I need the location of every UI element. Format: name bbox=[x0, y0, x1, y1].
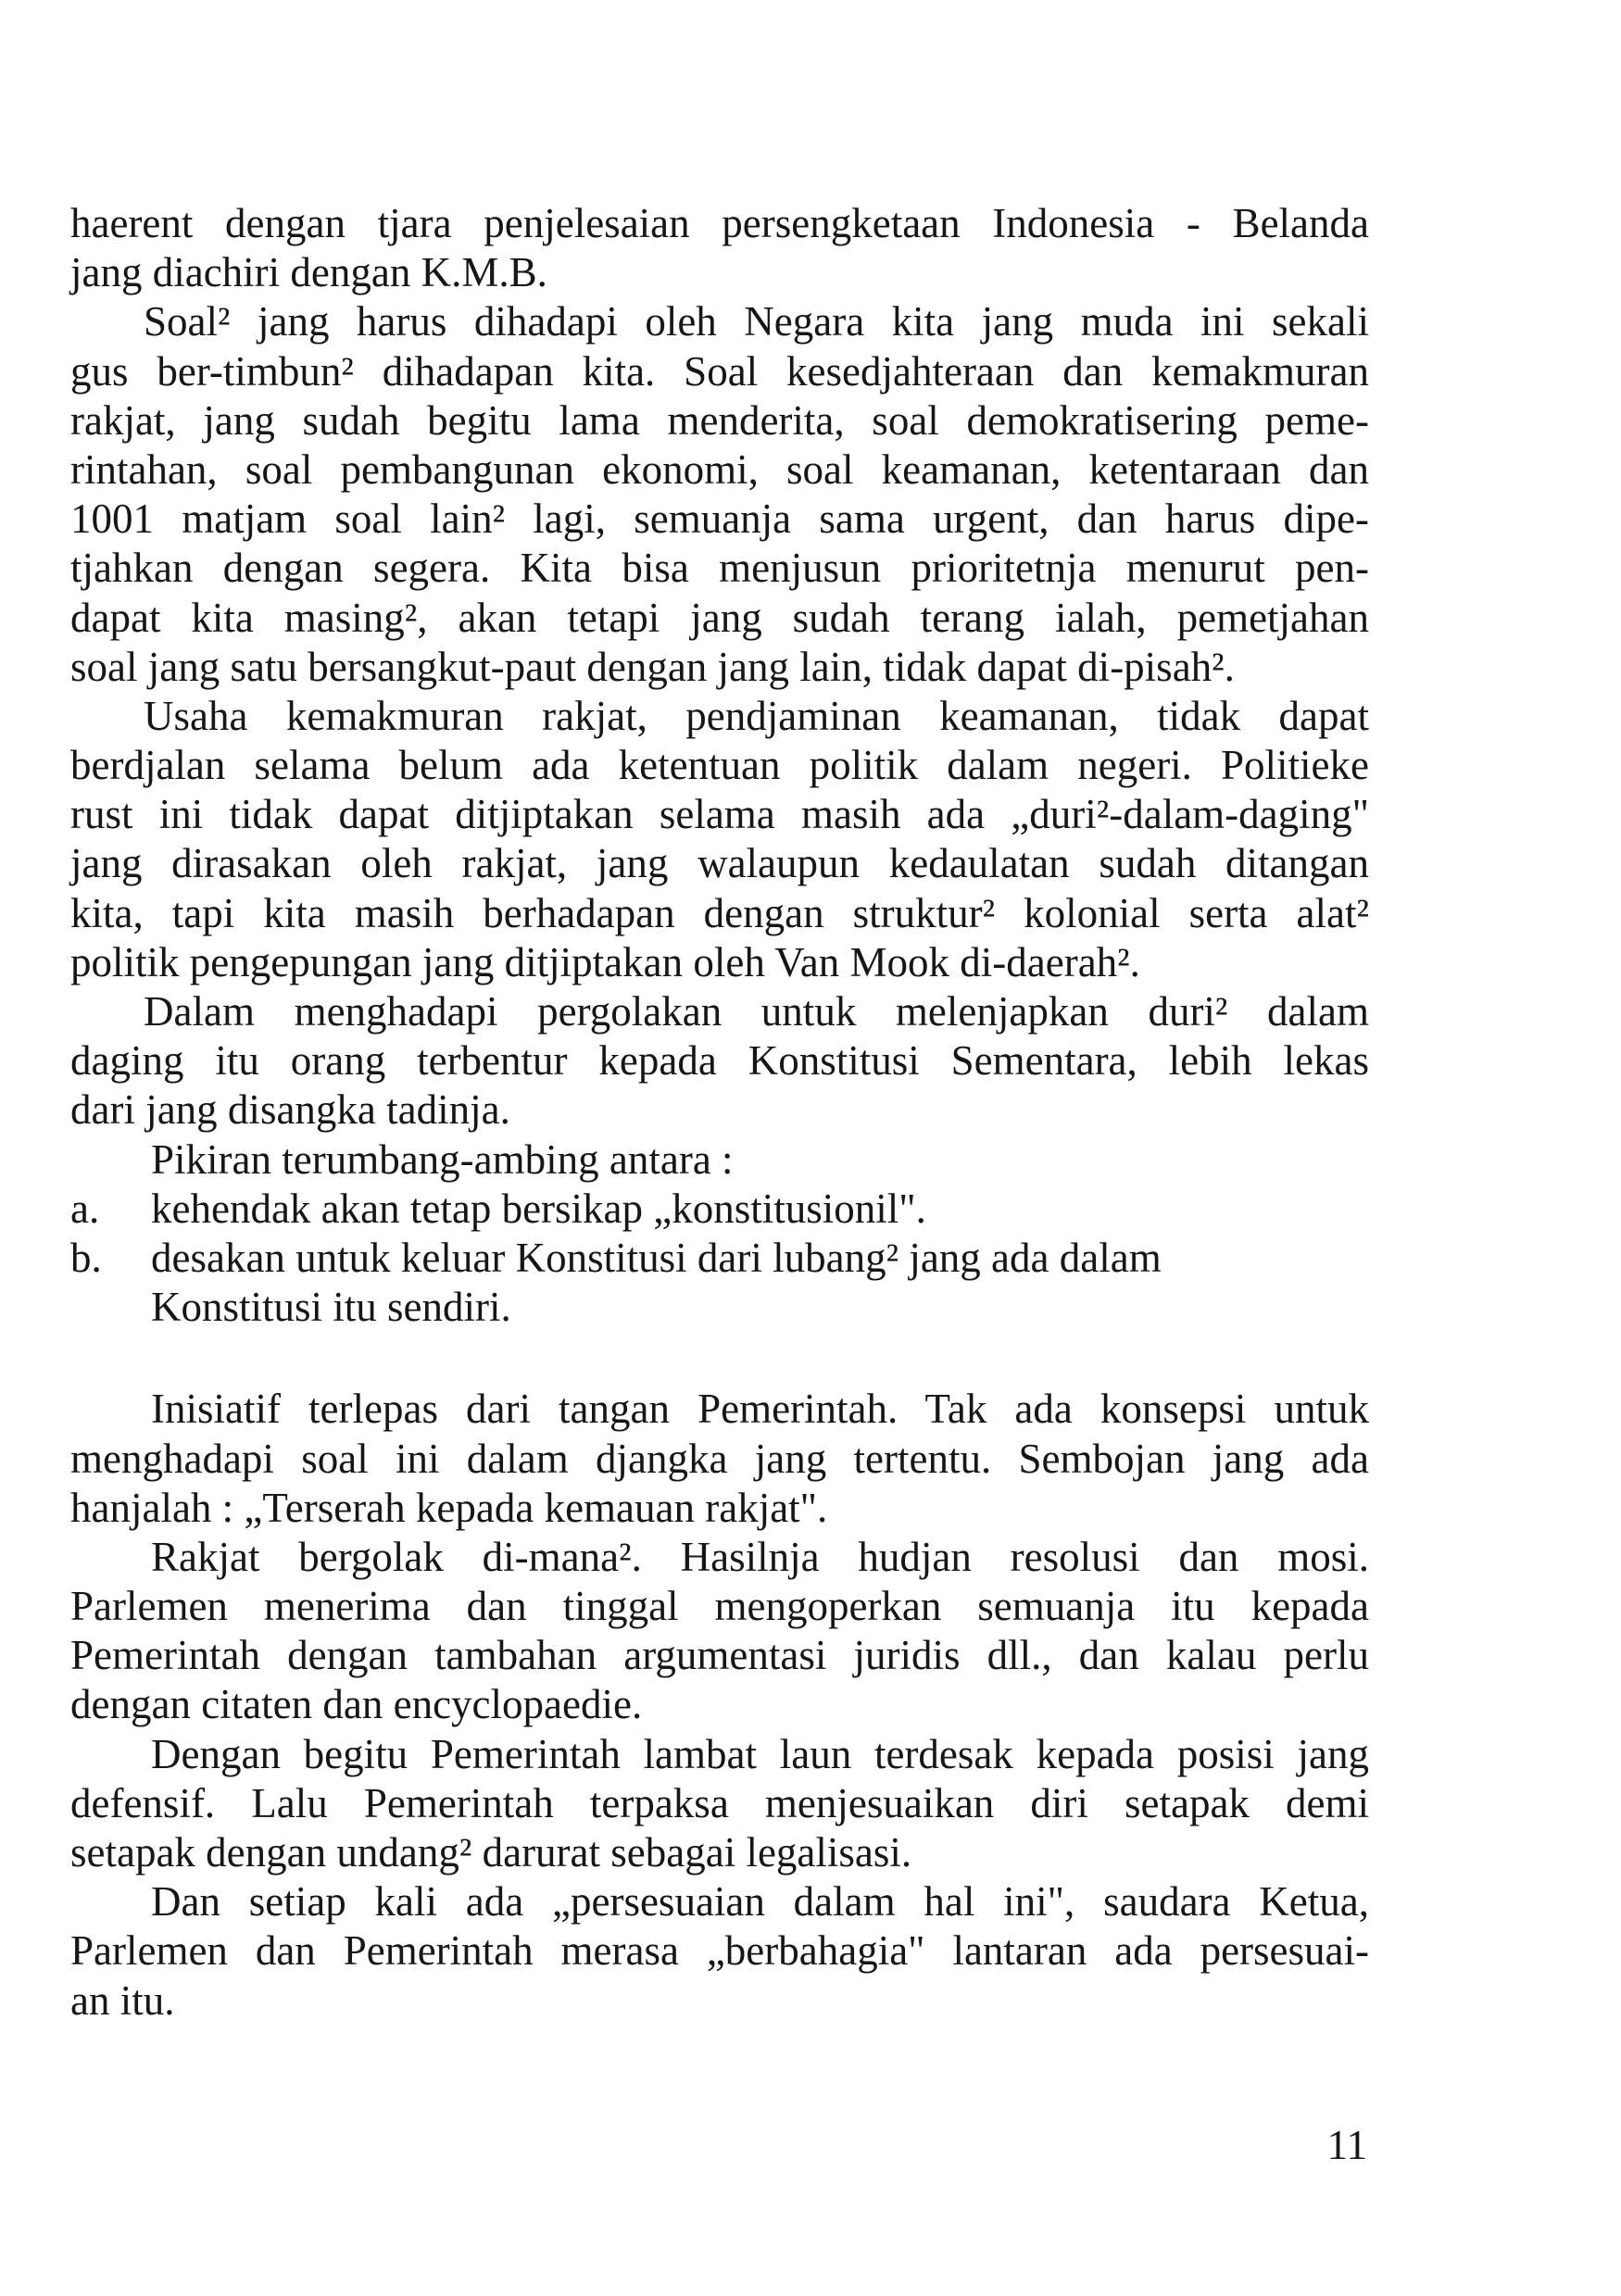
paragraph bbox=[70, 692, 1369, 987]
text-line: dari jang disangka tadinja. bbox=[70, 1086, 510, 1134]
paragraph bbox=[70, 1385, 1369, 1533]
text-line: 1001 matjam soal lain² lagi, semuanja sama urgent, dan harus dipe- bbox=[70, 496, 1369, 543]
paragraph bbox=[70, 199, 1369, 297]
text-line: rintahan, soal pembangunan ekonomi, soal keamanan, ketentaraan dan bbox=[70, 445, 1369, 493]
paragraph bbox=[70, 1135, 1369, 1185]
text-line: daging itu orang terbentur kepada Konstitusi Sementara, lebih lekas bbox=[70, 1037, 1369, 1085]
text-line: jang dirasakan oleh rakjat, jang walaupun kedaulatan sudah ditangan bbox=[70, 840, 1369, 887]
text-line: Pemerintah dengan tambahan argumentasi juridis dll., dan kalau perlu bbox=[70, 1632, 1369, 1679]
text-line: Dengan begitu Pemerintah lambat laun terdesak kepada posisi jang bbox=[151, 1730, 1369, 1777]
text-line: tjahkan dengan segera. Kita bisa menjusun prioritetnja menurut pen- bbox=[70, 545, 1369, 592]
text-line: Parlemen dan Pemerintah merasa „berbahagia" lantaran ada persesuai- bbox=[70, 1927, 1369, 1975]
text-line: Parlemen menerima dan tinggal mengoperkan semuanja itu kepada bbox=[70, 1583, 1369, 1630]
text-line: dapat kita masing², akan tetapi jang sudah terang ialah, pemetjahan bbox=[70, 594, 1369, 641]
paragraph bbox=[70, 1730, 1369, 1878]
text-line: an itu. bbox=[70, 1976, 175, 2024]
text-line: Inisiatif terlepas dari tangan Pemerintah. Tak ada konsepsi untuk bbox=[151, 1386, 1369, 1433]
text-line: hanjalah : „Terserah kepada kemauan rakjat". bbox=[70, 1484, 828, 1531]
text-line: Konstitusi itu sendiri. bbox=[151, 1284, 511, 1331]
page-number: 11 bbox=[1326, 2122, 1367, 2168]
blank-space bbox=[70, 1332, 1369, 1385]
list-marker: b. bbox=[70, 1234, 102, 1281]
text-line: Dan setiap kali ada „persesuaian dalam hal ini", saudara Ketua, bbox=[151, 1878, 1369, 1926]
text-line: kita, tapi kita masih berhadapan dengan struktur² kolonial serta alat² bbox=[70, 889, 1369, 936]
text-line: defensif. Lalu Pemerintah terpaksa menjesuaikan diri setapak demi bbox=[70, 1779, 1369, 1826]
text-line: kehendak akan tetap bersikap „konstitusionil". bbox=[151, 1185, 926, 1232]
list-marker: a. bbox=[70, 1185, 100, 1232]
text-line: Rakjat bergolak di-mana². Hasilnja hudjan resolusi dan mosi. bbox=[151, 1533, 1369, 1580]
text-line: menghadapi soal ini dalam djangka jang tertentu. Sembojan jang ada bbox=[70, 1435, 1369, 1482]
list-item bbox=[70, 1185, 1369, 1234]
text-line: gus ber-timbun² dihadapan kita. Soal kesedjahteraan dan kemakmuran bbox=[70, 347, 1369, 395]
text-line: haerent dengan tjara penjelesaian persengketaan Indonesia - Belanda bbox=[70, 200, 1369, 246]
text-line: desakan untuk keluar Konstitusi dari lubang² jang ada dalam bbox=[151, 1234, 1162, 1281]
paragraph bbox=[70, 987, 1369, 1135]
list-item bbox=[70, 1234, 1369, 1332]
text-line: Dalam menghadapi pergolakan untuk melenjapkan duri² dalam bbox=[144, 988, 1369, 1035]
text-line: dengan citaten dan encyclopaedie. bbox=[70, 1681, 643, 1728]
text-line: Pikiran terumbang-ambing antara : bbox=[151, 1135, 734, 1183]
text-line: rakjat, jang sudah begitu lama menderita, soal demokratisering peme- bbox=[70, 396, 1369, 444]
paragraph bbox=[70, 1533, 1369, 1730]
paragraph bbox=[70, 1877, 1369, 2026]
text-line: jang diachiri dengan K.M.B. bbox=[70, 249, 547, 296]
text-line: Soal² jang harus dihadapi oleh Negara kita jang muda ini sekali bbox=[144, 298, 1369, 345]
text-line: rust ini tidak dapat ditjiptakan selama masih ada „duri²-dalam-daging" bbox=[70, 791, 1369, 838]
text-line: soal jang satu bersangkut-paut dengan jang lain, tidak dapat di-pisah². bbox=[70, 643, 1235, 690]
text-line: berdjalan selama belum ada ketentuan politik dalam negeri. Politieke bbox=[70, 742, 1369, 789]
list bbox=[70, 1185, 1369, 1333]
page-body bbox=[70, 199, 1369, 2026]
text-line: politik pengepungan jang ditjiptakan oleh Van Mook di-daerah². bbox=[70, 938, 1140, 985]
paragraph bbox=[70, 297, 1369, 692]
text-line: setapak dengan undang² darurat sebagai legalisasi. bbox=[70, 1829, 912, 1876]
text-line: Usaha kemakmuran rakjat, pendjaminan keamanan, tidak dapat bbox=[144, 692, 1369, 739]
